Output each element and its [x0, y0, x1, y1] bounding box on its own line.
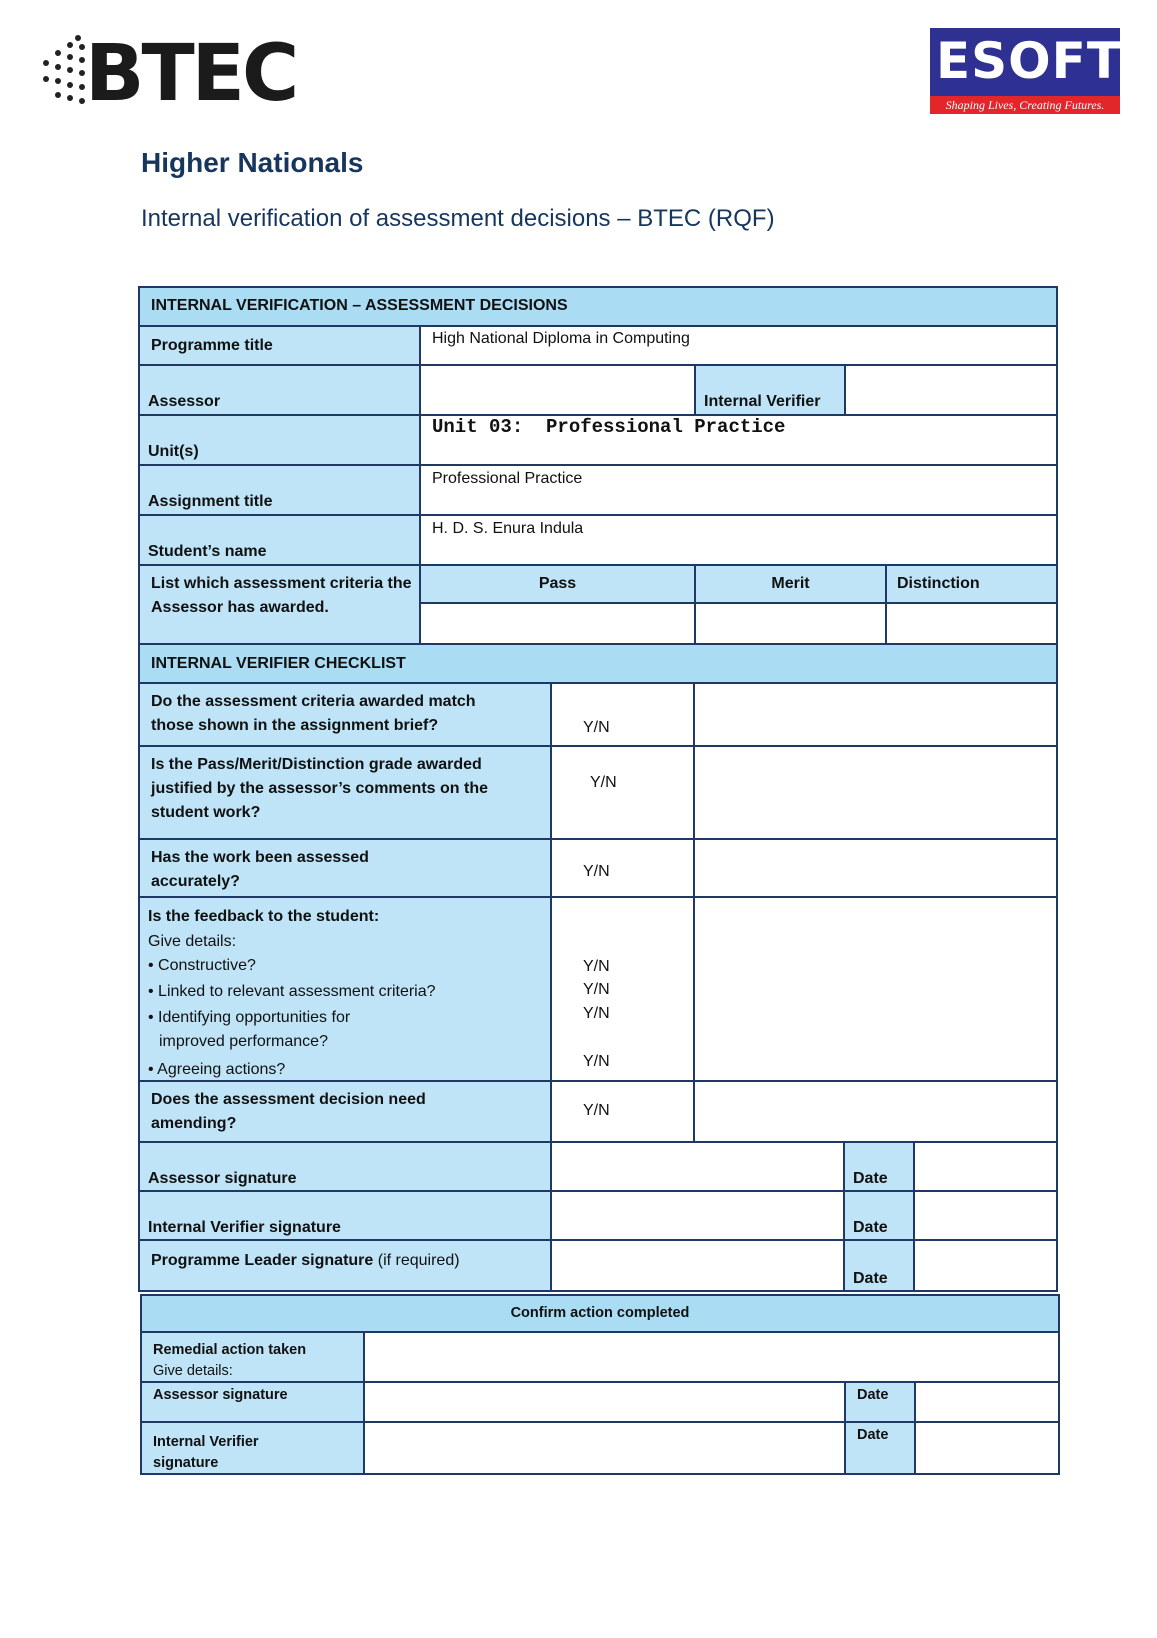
page-subtitle: Internal verification of assessment decisions – BTEC (RQF)	[141, 205, 775, 232]
q3-question: Has the work been assessed accurately?	[151, 849, 369, 890]
q1-yn-field[interactable]	[550, 682, 695, 747]
pl-date-field[interactable]	[913, 1239, 1058, 1292]
assessor-date-field[interactable]	[913, 1141, 1058, 1192]
confirm-iv-signature-field[interactable]	[363, 1421, 846, 1475]
pl-signature-field[interactable]	[550, 1239, 845, 1292]
assessor-signature-field[interactable]	[550, 1141, 845, 1192]
btec-wordmark: BTEC	[85, 29, 297, 119]
confirm-iv-date-field[interactable]	[914, 1421, 1060, 1475]
q4-bullet-1: • Constructive?	[148, 957, 256, 974]
q4-bullet-3: • Identifying opportunities for improved performance?	[148, 1009, 351, 1050]
q4-yn-2: Y/N	[583, 981, 610, 998]
confirm-assessor-date-label: Date	[857, 1387, 889, 1403]
q4-item-agreeing: Agreeing actions?	[157, 1061, 286, 1078]
assessor-date-label: Date	[853, 1170, 888, 1187]
q1-yn: Y/N	[583, 719, 610, 736]
q4-yn-3: Y/N	[583, 1005, 610, 1022]
q5-yn: Y/N	[583, 1102, 610, 1119]
q3-yn: Y/N	[583, 863, 610, 880]
confirm-iv-date-label: Date	[857, 1427, 889, 1443]
q4-title: Is the feedback to the student:	[148, 908, 380, 925]
q4-item-constructive: Constructive?	[158, 957, 256, 974]
q5-question: Does the assessment decision need amending?	[151, 1091, 426, 1132]
student-name-label: Student’s name	[148, 543, 267, 560]
student-name-value: H. D. S. Enura Indula	[432, 520, 584, 537]
confirm-assessor-signature-field[interactable]	[363, 1381, 846, 1423]
q4-bullet-4: • Agreeing actions?	[148, 1061, 286, 1078]
merit-field[interactable]	[694, 602, 887, 645]
assignment-title-value: Professional Practice	[432, 470, 583, 487]
checklist-title: INTERNAL VERIFIER CHECKLIST	[151, 655, 406, 672]
pass-label: Pass	[538, 575, 577, 592]
q4-item-opportunities: Identifying opportunities for improved performance?	[158, 1009, 351, 1050]
q4-bullet-2: • Linked to relevant assessment criteria?	[148, 983, 436, 1000]
iv-date-label: Date	[853, 1219, 888, 1236]
assessor-label: Assessor	[148, 393, 221, 410]
remedial-label: Remedial action taken	[153, 1342, 307, 1358]
q2-yn-field[interactable]	[550, 745, 695, 840]
confirm-assessor-date-field[interactable]	[914, 1381, 1060, 1423]
confirm-assessor-signature-label: Assessor signature	[153, 1387, 288, 1403]
confirm-iv-signature-label-1: Internal Verifier	[153, 1434, 259, 1450]
units-value: Unit 03: Professional Practice	[432, 416, 786, 438]
q5-comment-field[interactable]	[693, 1080, 1058, 1143]
programme-title-value: High National Diploma in Computing	[432, 330, 690, 347]
pl-date-label: Date	[853, 1270, 888, 1287]
pl-signature-label	[151, 1249, 460, 1273]
iv-signature-label: Internal Verifier signature	[148, 1219, 341, 1236]
q2-question: Is the Pass/Merit/Distinction grade awarded justified by the assessor’s comments on the student work?	[151, 756, 488, 821]
pl-signature-label-text: Programme Leader signature	[151, 1252, 374, 1269]
confirm-title: Confirm action completed	[510, 1305, 690, 1321]
remedial-give-details: Give details:	[153, 1363, 233, 1379]
q2-yn: Y/N	[590, 774, 617, 791]
merit-label: Merit	[771, 575, 810, 592]
iv-signature-field[interactable]	[550, 1190, 845, 1241]
distinction-field[interactable]	[885, 602, 1058, 645]
confirm-iv-signature-label-2: signature	[153, 1455, 219, 1471]
q1-comment-field[interactable]	[693, 682, 1058, 747]
distinction-label: Distinction	[897, 575, 980, 592]
pl-if-required: (if required)	[377, 1252, 460, 1269]
pass-field[interactable]	[419, 602, 696, 645]
programme-title-label: Programme title	[151, 337, 273, 354]
esoft-logo	[930, 28, 1120, 114]
q2-comment-field[interactable]	[693, 745, 1058, 840]
q4-yn-4: Y/N	[583, 1053, 610, 1070]
q3-yn-field[interactable]	[550, 838, 695, 898]
q4-item-linked: Linked to relevant assessment criteria?	[158, 983, 436, 1000]
q4-yn-field[interactable]	[550, 896, 695, 1082]
esoft-wordmark: ESOFT	[936, 32, 1122, 90]
q1-question: Do the assessment criteria awarded match those shown in the assignment brief?	[151, 693, 476, 734]
q4-comment-field[interactable]	[693, 896, 1058, 1082]
q3-comment-field[interactable]	[693, 838, 1058, 898]
assignment-title-label: Assignment title	[148, 493, 273, 510]
q4-give-details: Give details:	[148, 933, 237, 950]
units-label: Unit(s)	[148, 443, 199, 460]
remedial-field[interactable]	[363, 1331, 1060, 1383]
esoft-tagline: Shaping Lives, Creating Futures.	[945, 98, 1105, 112]
page-title: Higher Nationals	[141, 147, 364, 178]
assessor-field[interactable]	[419, 364, 696, 416]
internal-verifier-label: Internal Verifier	[704, 393, 821, 410]
q4-yn-1: Y/N	[583, 958, 610, 975]
btec-dots-icon	[40, 35, 90, 110]
btec-logo	[40, 29, 297, 119]
iv-date-field[interactable]	[913, 1190, 1058, 1241]
q5-yn-field[interactable]	[550, 1080, 695, 1143]
assessor-signature-label: Assessor signature	[148, 1170, 297, 1187]
criteria-label: List which assessment criteria the Assessor has awarded.	[151, 575, 412, 616]
internal-verifier-field[interactable]	[844, 364, 1058, 416]
section-title: INTERNAL VERIFICATION – ASSESSMENT DECISIONS	[151, 297, 568, 314]
